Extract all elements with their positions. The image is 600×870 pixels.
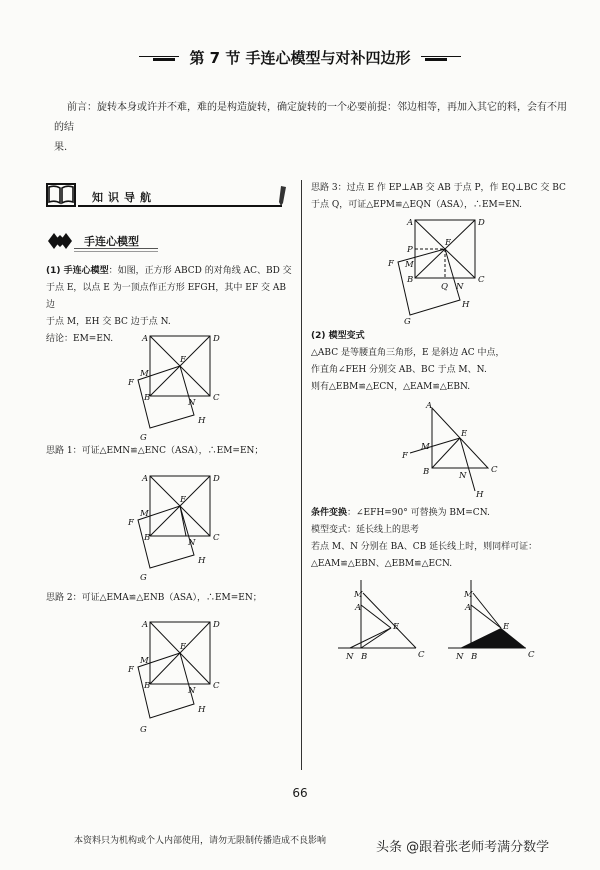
model2-label: (2) 模型变式 [311, 331, 365, 341]
svg-text:A: A [465, 603, 472, 613]
svg-text:G: G [140, 573, 147, 583]
section-title: 手连心模型 [84, 235, 139, 248]
section-underline [74, 248, 158, 249]
extension-line-1: 若点 M、N 分别在 BA、CB 延长线上时，则同样可证： [311, 542, 538, 552]
svg-text:C: C [213, 681, 220, 691]
model1-line-1: ：如图，正方形 ABCD 的对角线 AC、BD 交 [108, 266, 292, 276]
model2-line-2: 作直角∠FEH 分别交 AB、BC 于点 M、N. [311, 365, 487, 375]
svg-text:C: C [418, 650, 425, 660]
svg-text:Q: Q [441, 282, 448, 292]
svg-text:A: A [426, 401, 433, 411]
svg-text:F: F [128, 378, 134, 388]
column-divider [301, 180, 302, 770]
pencil-icon [278, 185, 288, 207]
svg-text:D: D [478, 218, 485, 228]
model2-line-3: 则有△EBM≌△ECN，△EAM≌△EBN. [311, 382, 471, 392]
svg-text:N: N [459, 471, 467, 481]
figure-extension-2 [446, 578, 546, 667]
svg-text:F: F [388, 259, 394, 269]
svg-text:N: N [188, 398, 196, 408]
model1-label: (1) 手连心模型 [46, 266, 109, 276]
title-decoration-right [421, 53, 461, 61]
svg-text:C: C [491, 465, 498, 475]
preface [54, 98, 576, 158]
svg-text:D: D [213, 620, 220, 630]
condition-value: ：∠EFH=90° 可替换为 BM=CN. [347, 508, 490, 518]
svg-text:G: G [404, 317, 411, 327]
svg-text:P: P [407, 245, 413, 255]
model1-line-2: 于点 E，以点 E 为一顶点作正方形 EFGH，其中 EF 交 AB 边 [46, 283, 286, 310]
svg-text:G: G [140, 433, 147, 443]
condition-text [311, 505, 581, 573]
preface-line-2: 果. [54, 142, 68, 153]
svg-text:C: C [213, 393, 220, 403]
model1-conclusion: 结论：EM=EN. [46, 334, 114, 344]
svg-text:C: C [478, 275, 485, 285]
idea3-line-1: 思路 3：过点 E 作 EP⊥AB 交 AB 于点 P，作 EQ⊥BC 交 BC [311, 183, 566, 193]
svg-text:N: N [456, 652, 464, 662]
svg-text:N: N [188, 538, 196, 548]
svg-text:F: F [402, 451, 408, 461]
svg-text:B: B [144, 393, 151, 403]
svg-text:E: E [180, 355, 187, 365]
svg-text:F: F [128, 665, 134, 675]
svg-text:D: D [213, 474, 220, 484]
svg-text:M: M [354, 590, 363, 600]
model2-text [311, 328, 581, 396]
svg-text:H: H [198, 556, 206, 566]
svg-text:B: B [471, 652, 478, 662]
svg-text:H: H [476, 490, 484, 498]
svg-text:D: D [213, 334, 220, 344]
svg-text:B: B [361, 652, 368, 662]
svg-text:M: M [421, 442, 430, 452]
figure-triangle [390, 398, 500, 502]
svg-text:E: E [445, 238, 452, 248]
book-icon [46, 183, 76, 207]
svg-text:N: N [188, 686, 196, 696]
figure-extension-1 [336, 578, 436, 667]
idea3-line-2: 于点 Q，可证△EPM≌△EQN（ASA），∴EM=EN. [311, 200, 523, 210]
svg-text:H: H [462, 300, 470, 310]
idea3 [311, 180, 581, 214]
footer-notice: 本资料只为机构或个人内部使用，请勿无限制传播造成不良影响 [74, 836, 327, 846]
svg-text:M: M [140, 509, 149, 519]
chapter-title: 第 7 节 手连心模型与对补四边形 [189, 48, 411, 67]
svg-text:B: B [144, 533, 151, 543]
svg-text:E: E [180, 495, 187, 505]
svg-text:E: E [503, 622, 510, 632]
svg-text:M: M [140, 369, 149, 379]
svg-text:A: A [142, 334, 149, 344]
svg-text:B: B [144, 681, 151, 691]
svg-text:E: E [393, 622, 400, 632]
svg-text:A: A [355, 603, 362, 613]
knowledge-nav-title: 知识导航 [92, 191, 156, 204]
svg-text:B: B [423, 467, 430, 477]
page-number: 66 [292, 786, 308, 800]
svg-text:M: M [464, 590, 473, 600]
svg-text:H: H [198, 705, 206, 715]
title-decoration-left [139, 53, 179, 61]
knowledge-nav-header [46, 183, 290, 209]
svg-text:C: C [528, 650, 535, 660]
watermark: 头条 @跟着张老师考满分数学 [376, 840, 550, 855]
figure-square-1 [110, 328, 240, 447]
figure-square-2 [110, 468, 240, 587]
chapter-title-bar [0, 46, 600, 68]
svg-text:G: G [140, 725, 147, 735]
model1-line-3: 于点 M，EH 交 BC 边于点 N. [46, 317, 171, 327]
figure-square-perpendicular [370, 212, 500, 331]
model2-line-1: △ABC 是等腰直角三角形，E 是斜边 AC 中点， [311, 348, 505, 358]
extension-line-2: △EAM≌△EBN、△EBM≌△ECN. [311, 559, 453, 569]
svg-text:A: A [407, 218, 414, 228]
idea2: 思路 2：可证△EMA≌△ENB（ASA），∴EM=EN； [46, 593, 262, 603]
svg-text:C: C [213, 533, 220, 543]
svg-text:M: M [405, 260, 414, 270]
idea1: 思路 1：可证△EMN≌△ENC（ASA），∴EM=EN； [46, 446, 264, 456]
variant-heading: 模型变式：延长线上的思考 [311, 525, 420, 535]
svg-text:A: A [142, 620, 149, 630]
section-underline-2 [74, 251, 158, 252]
svg-text:E: E [180, 642, 187, 652]
svg-text:M: M [140, 656, 149, 666]
svg-text:E: E [461, 429, 468, 439]
figure-square-3 [110, 612, 240, 741]
svg-text:B: B [407, 275, 414, 285]
svg-text:A: A [142, 474, 149, 484]
svg-text:N: N [456, 282, 464, 292]
svg-text:H: H [198, 416, 206, 426]
preface-line-1: 前言：旋转本身或许并不难，难的是构造旋转，确定旋转的一个必要前提：邻边相等，再加入其它的料，会有不用的结 [54, 102, 567, 133]
diamond-icon [46, 231, 74, 251]
nav-underline [78, 205, 282, 207]
section-header [46, 231, 156, 255]
condition-label: 条件变换 [311, 508, 348, 518]
svg-text:N: N [346, 652, 354, 662]
svg-text:F: F [128, 518, 134, 528]
